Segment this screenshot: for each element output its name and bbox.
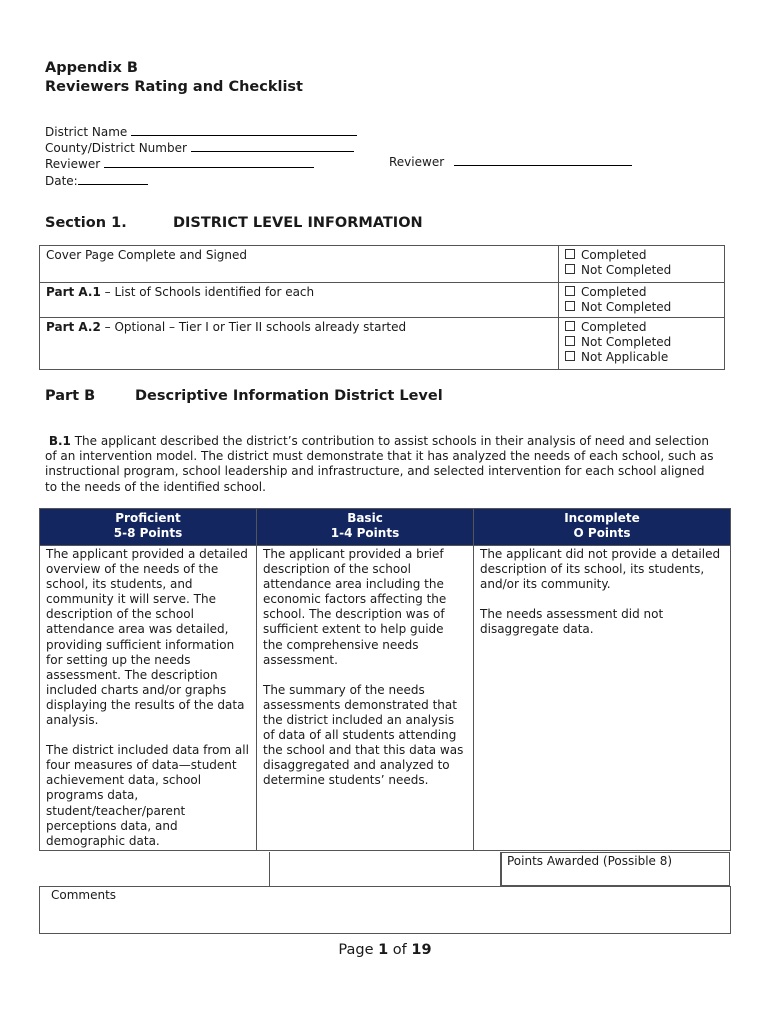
appendix-label: Appendix B [45, 60, 138, 76]
section1-label: Section 1. [45, 215, 127, 231]
header-incomplete: Incomplete O Points [474, 509, 731, 546]
checkbox-not-completed[interactable]: Not Completed [565, 263, 718, 278]
reviewer-field-2[interactable]: Reviewer [389, 154, 632, 169]
comments-field[interactable]: Comments [39, 886, 731, 934]
checkbox-not-completed[interactable]: Not Completed [565, 300, 718, 315]
checkbox-completed[interactable]: Completed [565, 320, 718, 335]
checkbox-completed[interactable]: Completed [565, 285, 718, 300]
partB-label: Part B [45, 388, 96, 404]
row-label: Part A.2 – Optional – Tier I or Tier II schools already started [40, 318, 559, 370]
status-options [559, 318, 725, 370]
status-options [559, 246, 725, 283]
partB-title: Descriptive Information District Level [135, 388, 443, 404]
b1-description: B.1 The applicant described the district’s contribution to assist schools in their analysis of need and selection of an intervention model. The district must demonstrate that it has analyzed the needs of each school, such as instructional program, school leadership and infrastructure, and selected intervention for each school aligned to the needs of the identified school. [45, 434, 714, 494]
rubric-header [40, 509, 731, 546]
row-label: Cover Page Complete and Signed [40, 246, 559, 283]
checkbox-not-applicable[interactable]: Not Applicable [565, 350, 718, 365]
district-info-table [39, 245, 725, 370]
rubric-row [40, 546, 731, 851]
checkbox-completed[interactable]: Completed [565, 248, 718, 263]
checklist-title: Reviewers Rating and Checklist [45, 79, 303, 95]
reviewer-field-1[interactable]: Reviewer [45, 156, 357, 172]
table-row [40, 318, 725, 370]
page-number: Page 1 of 19 [338, 942, 432, 958]
date-field[interactable]: Date: [45, 173, 357, 189]
section1-title: DISTRICT LEVEL INFORMATION [173, 215, 423, 231]
row-label: Part A.1 – List of Schools identified for each [40, 283, 559, 318]
table-row [40, 283, 725, 318]
rubric-table [39, 508, 731, 851]
county-district-field[interactable]: County/District Number [45, 140, 357, 156]
district-name-field[interactable]: District Name [45, 124, 357, 140]
blank-cell [269, 852, 502, 887]
table-row [40, 246, 725, 283]
status-options [559, 283, 725, 318]
header-basic: Basic 1-4 Points [257, 509, 474, 546]
document-title [45, 59, 303, 97]
incomplete-criteria: The applicant did not provide a detailed description of its school, its students, and/or its community. The needs assessment did not disaggregate data. [474, 546, 731, 851]
checkbox-not-completed[interactable]: Not Completed [565, 335, 718, 350]
proficient-criteria: The applicant provided a detailed overview of the needs of the school, its students, and community it will serve. The description of the school attendance area was detailed, providing sufficient information for setting up the needs assessment. The description included charts and/or graphs displaying the results of the data analysis. The district included data from all four measures of data—student achievement data, school programs data, student/teacher/parent perceptions data, and demographic data. [40, 546, 257, 851]
header-proficient: Proficient 5-8 Points [40, 509, 257, 546]
basic-criteria: The applicant provided a brief description of the school attendance area including the economic factors affecting the school. The description was of sufficient extent to help guide the comprehensive needs assessment. The summary of the needs assessments demonstrated that the district included an analysis of data of all students attending the school and that this data was disaggregated and analyzed to determine students’ needs. [257, 546, 474, 851]
header-fields [45, 124, 357, 189]
points-awarded-field[interactable]: Points Awarded (Possible 8) [500, 852, 730, 886]
